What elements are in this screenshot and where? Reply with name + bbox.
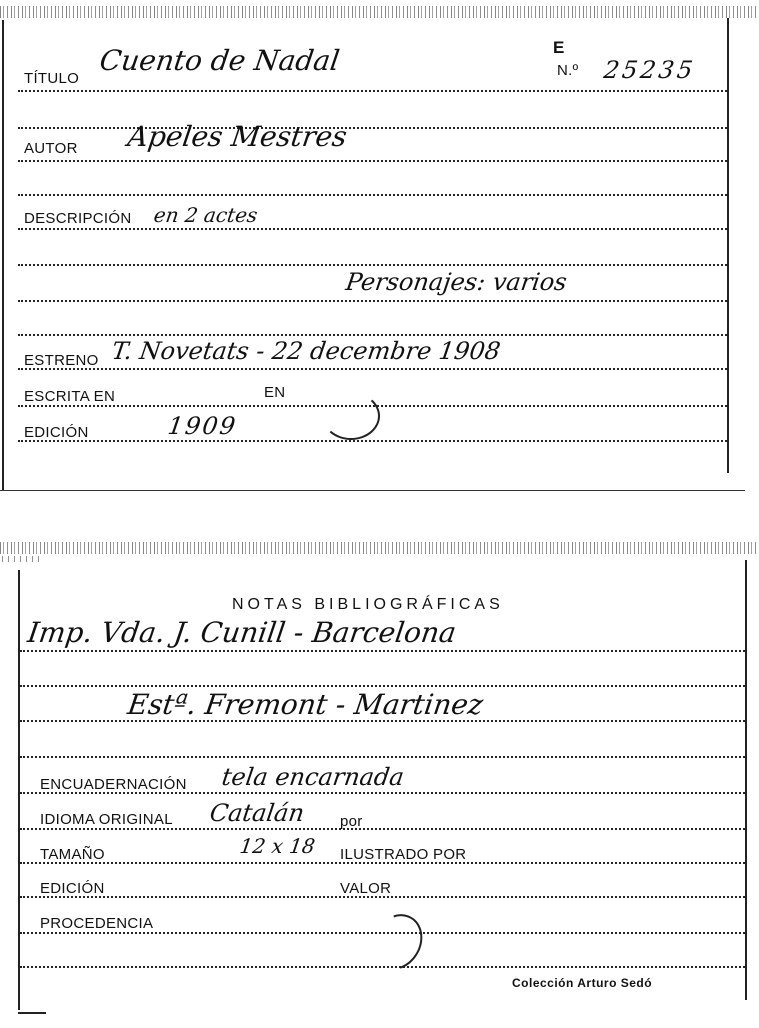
card2-left-border — [18, 570, 20, 1010]
card-bottom-edge — [0, 542, 759, 554]
autor-label: AUTOR — [24, 140, 78, 157]
record-number-value: 25235 — [602, 56, 698, 84]
encuadernacion-label: ENCUADERNACIÓN — [40, 776, 187, 793]
tamano-value: 12 x 18 — [238, 834, 317, 858]
idioma-original-label: IDIOMA ORIGINAL — [40, 811, 173, 828]
edicion-label: EDICIÓN — [24, 424, 89, 441]
circle-stamp-mark — [322, 392, 380, 440]
notas-bibliograficas-heading: NOTAS BIBLIOGRÁFICAS — [232, 596, 504, 613]
notes-line-2: Estª. Fremont - Martinez — [125, 688, 486, 721]
edicion-label-2: EDICIÓN — [40, 880, 105, 897]
record-number-label: N.º — [557, 62, 579, 79]
titulo-value: Cuento de Nadal — [97, 44, 342, 77]
card-left-border — [2, 20, 4, 490]
titulo-label: TÍTULO — [24, 70, 80, 87]
personajes-value: Personajes: varios — [344, 268, 569, 296]
notes-line-1: Imp. Vda. J. Cunill - Barcelona — [25, 616, 459, 649]
catalog-card-bottom — [0, 530, 759, 1028]
escrita-en-label: ESCRITA EN — [24, 388, 116, 405]
procedencia-label: PROCEDENCIA — [40, 915, 154, 932]
edicion-value: 1909 — [166, 412, 240, 440]
collection-credit: Colección Arturo Sedó — [512, 976, 653, 990]
autor-value: Apeles Mestres — [125, 120, 350, 153]
card2-right-border — [745, 560, 747, 1000]
idioma-original-value: Catalán — [208, 799, 307, 827]
descripcion-label: DESCRIPCIÓN — [24, 210, 132, 227]
estreno-value: T. Novetats - 22 decembre 1908 — [110, 337, 503, 365]
record-number-prefix: E — [553, 38, 565, 57]
card-top-edge — [0, 6, 759, 18]
descripcion-value: en 2 actes — [152, 203, 260, 227]
tamano-label: TAMAÑO — [40, 846, 105, 863]
valor-label: VALOR — [340, 880, 392, 897]
card-right-border — [727, 18, 729, 473]
catalog-card-top — [0, 0, 759, 500]
estreno-label: ESTRENO — [24, 352, 99, 369]
por-label: por — [340, 813, 363, 830]
en-label: EN — [264, 384, 286, 401]
encuadernacion-value: tela encarnada — [220, 763, 406, 791]
ilustrado-por-label: ILUSTRADO POR — [340, 846, 467, 863]
